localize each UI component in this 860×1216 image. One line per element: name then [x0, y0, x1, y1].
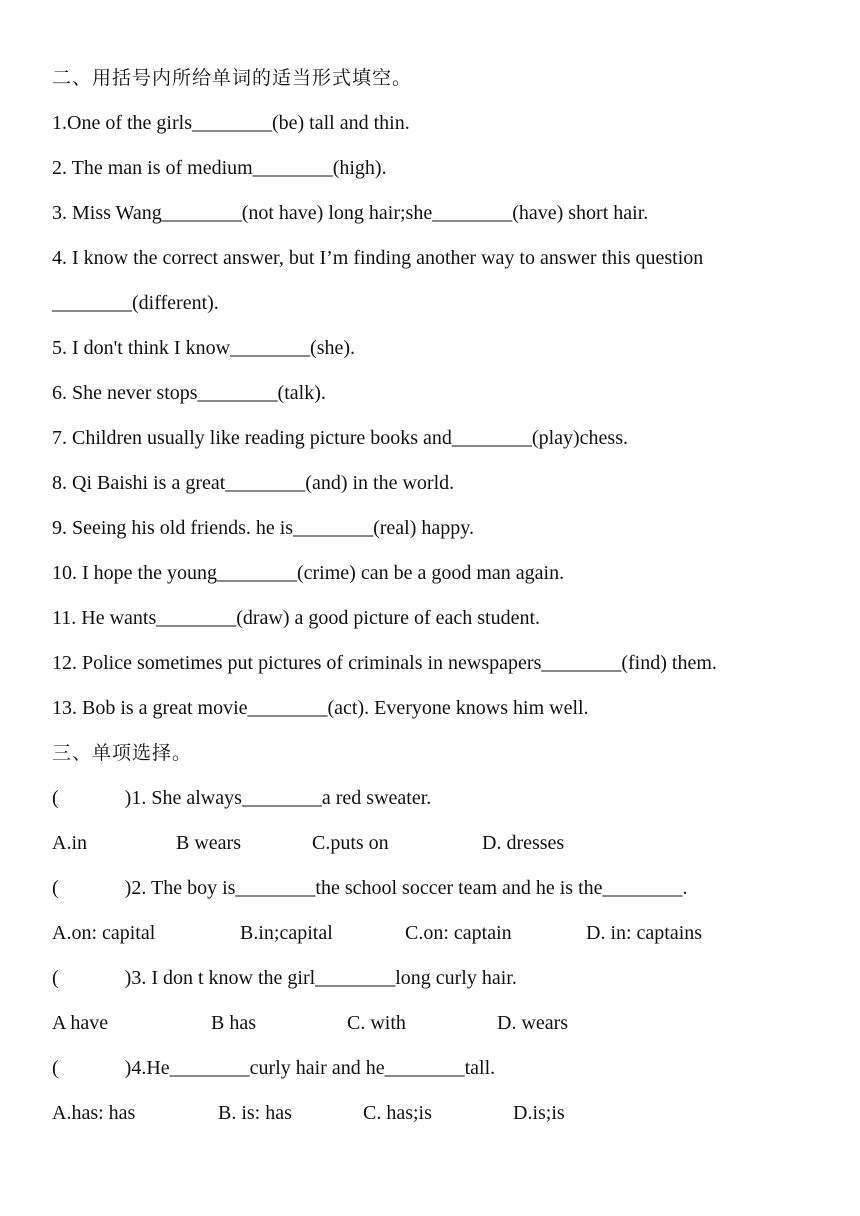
- answer-paren-open: (: [52, 787, 59, 809]
- fill-blank-item-13: 13. Bob is a great movie________(act). Everyone knows him well.: [52, 697, 589, 719]
- answer-paren-open: (: [52, 877, 59, 899]
- answer-paren-open: (: [52, 1057, 59, 1079]
- section-2-heading: 二、用括号内所给单词的适当形式填空。: [52, 67, 413, 89]
- fill-blank-item-12: 12. Police sometimes put pictures of criminals in newspapers________(find) them.: [52, 652, 717, 674]
- option-c: C. with: [347, 1012, 406, 1034]
- fill-blank-item-9: 9. Seeing his old friends. he is________(real) happy.: [52, 517, 474, 539]
- fill-blank-item-10: 10. I hope the young________(crime) can be a good man again.: [52, 562, 565, 584]
- fill-blank-item-11: 11. He wants________(draw) a good picture of each student.: [52, 607, 541, 629]
- option-d: D. in: captains: [586, 922, 703, 944]
- fill-blank-item-7: 7. Children usually like reading picture books and________(play)chess.: [52, 427, 628, 449]
- fill-blank-item-2: 2. The man is of medium________(high).: [52, 157, 387, 179]
- option-b: B.in;capital: [240, 922, 333, 944]
- fill-blank-item-8: 8. Qi Baishi is a great________(and) in the world.: [52, 472, 455, 494]
- question-text: )3. I don t know the girl________long curly hair.: [124, 967, 517, 989]
- fill-blank-item-4-continued: ________(different).: [52, 292, 219, 314]
- option-c: C. has;is: [363, 1102, 432, 1124]
- choice-options-2: [52, 911, 842, 956]
- fill-blank-item-6: 6. She never stops________(talk).: [52, 382, 326, 404]
- option-b: B wears: [176, 832, 241, 854]
- choice-question-2: [52, 866, 842, 911]
- choice-question-3: [52, 956, 842, 1001]
- worksheet-page: [52, 56, 842, 1136]
- question-text: )4.He________curly hair and he________tall.: [124, 1057, 496, 1079]
- question-text: )1. She always________a red sweater.: [124, 787, 432, 809]
- fill-blank-item-1: 1.One of the girls________(be) tall and thin.: [52, 112, 410, 134]
- choice-options-3: [52, 1001, 842, 1046]
- option-d: D. wears: [497, 1012, 569, 1034]
- option-b: B. is: has: [218, 1102, 292, 1124]
- answer-paren-open: (: [52, 967, 59, 989]
- choice-question-1: [52, 776, 842, 821]
- option-d: D. dresses: [482, 832, 565, 854]
- option-b: B has: [211, 1012, 256, 1034]
- option-a: A.in: [52, 832, 87, 854]
- option-a: A.has: has: [52, 1102, 136, 1124]
- choice-question-4: [52, 1046, 842, 1091]
- choice-options-4: [52, 1091, 842, 1136]
- question-text: )2. The boy is________the school soccer team and he is the________.: [124, 877, 688, 899]
- fill-blank-item-4: 4. I know the correct answer, but I’m finding another way to answer this question: [52, 247, 704, 269]
- fill-blank-item-5: 5. I don't think I know________(she).: [52, 337, 356, 359]
- option-c: C.on: captain: [405, 922, 512, 944]
- fill-blank-item-3: 3. Miss Wang________(not have) long hair;she________(have) short hair.: [52, 202, 649, 224]
- option-a: A.on: capital: [52, 922, 156, 944]
- section-3-heading: 三、单项选择。: [52, 742, 193, 764]
- choice-options-1: [52, 821, 842, 866]
- option-c: C.puts on: [312, 832, 389, 854]
- option-d: D.is;is: [513, 1102, 565, 1124]
- option-a: A have: [52, 1012, 109, 1034]
